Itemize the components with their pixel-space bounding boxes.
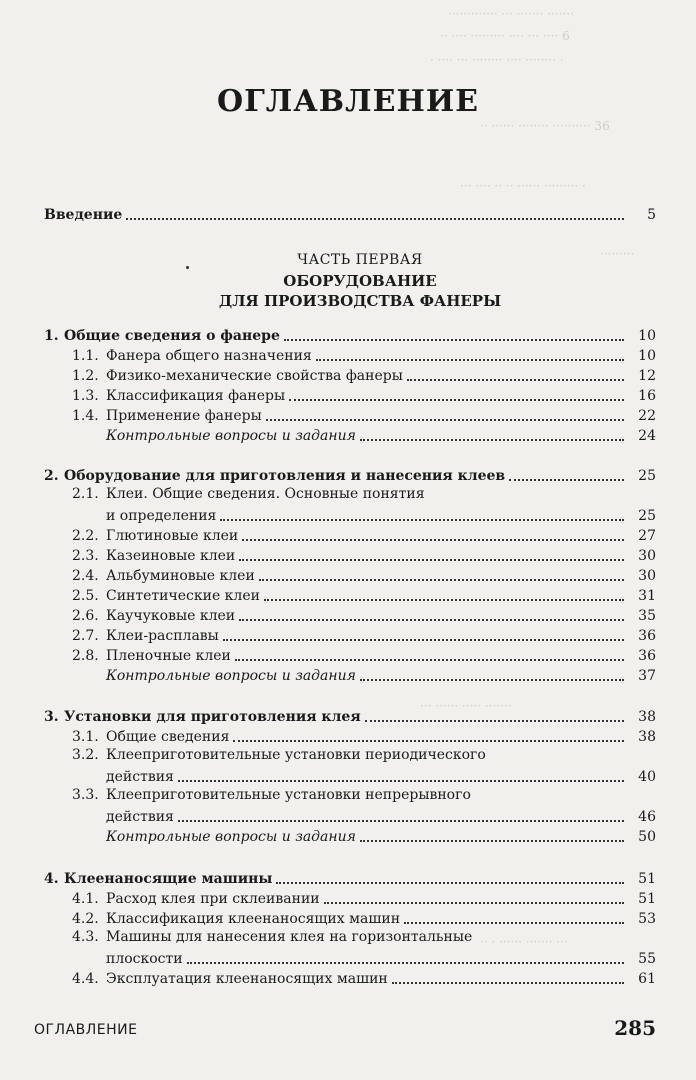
- chapter-title: Оборудование для приготовления и нанесения клеев: [64, 468, 506, 484]
- section-title-continued: и определения: [106, 508, 217, 524]
- toc-questions-1[interactable]: [72, 425, 656, 445]
- section-title: Эксплуатация клеенаносящих машин: [106, 971, 388, 987]
- toc-section-2-5[interactable]: [72, 585, 656, 605]
- section-title: Классификация клеенаносящих машин: [106, 911, 401, 927]
- chapter-number: 3.: [44, 709, 59, 725]
- leader-dots: [242, 539, 624, 541]
- toc-page-number: 30: [638, 548, 656, 564]
- leader-dots: [324, 902, 624, 904]
- section-title: Фанера общего назначения: [106, 348, 312, 364]
- leader-dots: [360, 679, 624, 681]
- leader-dots: [259, 579, 624, 581]
- part-label: ЧАСТЬ ПЕРВАЯ: [297, 252, 423, 268]
- leader-dots: [276, 882, 624, 884]
- toc-section-3-2-first-line[interactable]: [72, 746, 486, 764]
- section-title: Синтетические клеи: [106, 588, 260, 604]
- chapter-title: Общие сведения о фанере: [64, 328, 280, 344]
- section-number: 4.2.: [72, 911, 99, 927]
- toc-chapter-1[interactable]: [44, 325, 656, 345]
- toc-chapter-4[interactable]: [44, 868, 656, 888]
- section-title: Казеиновые клеи: [106, 548, 236, 564]
- section-title: Клеи. Общие сведения. Основные понятия: [106, 486, 425, 502]
- toc-page-number: 22: [638, 408, 656, 424]
- toc-page-number: 16: [638, 388, 656, 404]
- toc-page-number: 36: [638, 648, 656, 664]
- toc-page-number: 5: [647, 207, 656, 223]
- section-number: 1.4.: [72, 408, 99, 424]
- leader-dots: [509, 479, 624, 481]
- toc-section-3-1[interactable]: [72, 726, 656, 746]
- toc-page-number: 30: [638, 568, 656, 584]
- leader-dots: [239, 619, 624, 621]
- toc-section-3-3[interactable]: [106, 806, 656, 826]
- section-title: Контрольные вопросы и задания: [106, 829, 356, 845]
- toc-section-4-1[interactable]: [72, 888, 656, 908]
- section-title: Пленочные клеи: [106, 648, 231, 664]
- leader-dots: [266, 419, 624, 421]
- leader-dots: [404, 922, 624, 924]
- chapter-title: Установки для приготовления клея: [64, 709, 361, 725]
- toc-section-4-3[interactable]: [106, 948, 656, 968]
- toc-questions-2[interactable]: [72, 665, 656, 685]
- section-number: 2.6.: [72, 608, 99, 624]
- section-number: 2.7.: [72, 628, 99, 644]
- toc-chapter-3[interactable]: [44, 706, 656, 726]
- section-title: Клееприготовительные установки периодического: [106, 747, 486, 763]
- chapter-title: Клеенаносящие машины: [64, 871, 273, 887]
- section-title: Альбуминовые клеи: [106, 568, 255, 584]
- leader-dots: [360, 840, 624, 842]
- leader-dots: [392, 982, 624, 984]
- toc-section-2-2[interactable]: [72, 525, 656, 545]
- section-title: Клеи-расплавы: [106, 628, 219, 644]
- leader-dots: [178, 820, 624, 822]
- leader-dots: [235, 659, 624, 661]
- leader-dots: [365, 720, 624, 722]
- toc-page-number: 25: [638, 508, 656, 524]
- toc-entry-introduction[interactable]: [44, 204, 656, 224]
- toc-page-number: 38: [638, 729, 656, 745]
- toc-page-number: 24: [638, 428, 656, 444]
- chapter-number: 2.: [44, 468, 59, 484]
- section-number: 2.2.: [72, 528, 99, 544]
- toc-section-3-2[interactable]: [106, 766, 656, 786]
- section-title-continued: плоскости: [106, 951, 183, 967]
- section-title-continued: действия: [106, 769, 174, 785]
- toc-section-2-4[interactable]: [72, 565, 656, 585]
- toc-page-number: 25: [638, 468, 656, 484]
- toc-section-2-8[interactable]: [72, 645, 656, 665]
- leader-dots: [289, 399, 624, 401]
- toc-page-number: 40: [638, 769, 656, 785]
- section-title: Применение фанеры: [106, 408, 262, 424]
- toc-page-number: 50: [638, 829, 656, 845]
- section-title: Расход клея при склеивании: [106, 891, 320, 907]
- running-head: ОГЛАВЛЕНИЕ: [34, 1022, 138, 1038]
- toc-section-3-3-first-line[interactable]: [72, 786, 471, 804]
- section-number: 2.5.: [72, 588, 99, 604]
- leader-dots: [360, 439, 624, 441]
- toc-section-2-6[interactable]: [72, 605, 656, 625]
- toc-page-number: 38: [638, 709, 656, 725]
- page-number: 285: [614, 1016, 656, 1040]
- part-title-line1: ОБОРУДОВАНИЕ: [283, 272, 437, 290]
- section-number: 2.8.: [72, 648, 99, 664]
- section-title-continued: действия: [106, 809, 174, 825]
- toc-section-4-3-first-line[interactable]: [72, 928, 472, 946]
- toc-chapter-2[interactable]: [44, 465, 656, 485]
- leader-dots: [233, 740, 624, 742]
- toc-section-4-2[interactable]: [72, 908, 656, 928]
- leader-dots: [284, 339, 624, 341]
- section-number: 2.1.: [72, 486, 99, 502]
- toc-page-number: 61: [638, 971, 656, 987]
- leader-dots: [220, 519, 624, 521]
- toc-page-number: 31: [638, 588, 656, 604]
- toc-section-4-4[interactable]: [72, 968, 656, 988]
- leader-dots: [126, 218, 624, 220]
- toc-page-number: 37: [638, 668, 656, 684]
- section-number: 4.4.: [72, 971, 99, 987]
- toc-page-number: 35: [638, 608, 656, 624]
- leader-dots: [407, 379, 624, 381]
- toc-page-number: 51: [638, 891, 656, 907]
- toc-page-number: 12: [638, 368, 656, 384]
- toc-section-2-7[interactable]: [72, 625, 656, 645]
- part-title-line2: ДЛЯ ПРОИЗВОДСТВА ФАНЕРЫ: [218, 292, 502, 310]
- section-title: Клееприготовительные установки непрерывного: [106, 787, 471, 803]
- section-title: Глютиновые клеи: [106, 528, 239, 544]
- leader-dots: [187, 962, 624, 964]
- toc-page-number: 55: [638, 951, 656, 967]
- toc-section-2-3[interactable]: [72, 545, 656, 565]
- toc-section-1-1[interactable]: [72, 345, 656, 365]
- toc-entry-label: Введение: [44, 207, 123, 223]
- section-title: Контрольные вопросы и задания: [106, 668, 356, 684]
- section-number: 2.4.: [72, 568, 99, 584]
- section-number: 4.1.: [72, 891, 99, 907]
- toc-page-number: 10: [638, 328, 656, 344]
- leader-dots: [239, 559, 624, 561]
- toc-questions-3[interactable]: [72, 826, 656, 846]
- chapter-number: 1.: [44, 328, 59, 344]
- leader-dots: [223, 639, 624, 641]
- leader-dots: [178, 780, 624, 782]
- leader-dots: [316, 359, 624, 361]
- section-title: Контрольные вопросы и задания: [106, 428, 356, 444]
- toc-section-1-4[interactable]: [72, 405, 656, 425]
- section-title: Машины для нанесения клея на горизонтальные: [106, 929, 473, 945]
- section-number: 1.1.: [72, 348, 99, 364]
- toc-section-1-2[interactable]: [72, 365, 656, 385]
- toc-section-2-1[interactable]: [106, 505, 656, 525]
- section-number: 3.1.: [72, 729, 99, 745]
- toc-page-number: 46: [638, 809, 656, 825]
- toc-section-1-3[interactable]: [72, 385, 656, 405]
- page-title: ОГЛАВЛЕНИЕ: [216, 84, 480, 119]
- section-title: Общие сведения: [106, 729, 230, 745]
- section-number: 4.3.: [72, 929, 99, 945]
- section-number: 1.3.: [72, 388, 99, 404]
- chapter-number: 4.: [44, 871, 59, 887]
- section-number: 2.3.: [72, 548, 99, 564]
- toc-page-number: 53: [638, 911, 656, 927]
- section-title: Каучуковые клеи: [106, 608, 236, 624]
- section-number: 3.2.: [72, 747, 99, 763]
- section-title: Физико-механические свойства фанеры: [106, 368, 403, 384]
- toc-page-number: 36: [638, 628, 656, 644]
- leader-dots: [264, 599, 624, 601]
- toc-section-2-1-first-line[interactable]: [72, 485, 425, 503]
- section-number: 3.3.: [72, 787, 99, 803]
- section-number: 1.2.: [72, 368, 99, 384]
- section-title: Классификация фанеры: [106, 388, 286, 404]
- toc-page-number: 10: [638, 348, 656, 364]
- toc-page-number: 27: [638, 528, 656, 544]
- toc-page-number: 51: [638, 871, 656, 887]
